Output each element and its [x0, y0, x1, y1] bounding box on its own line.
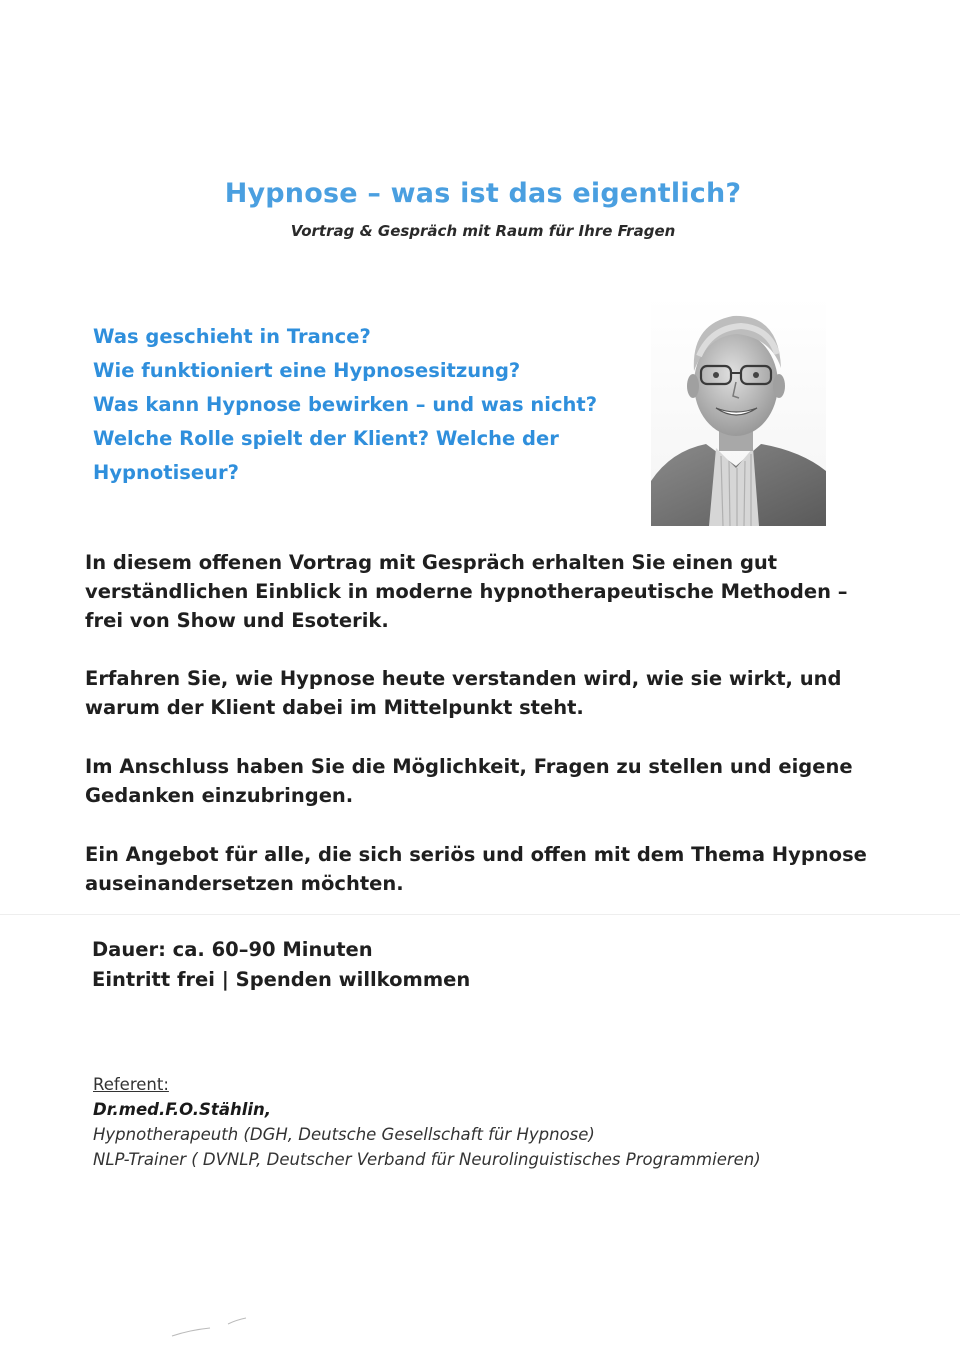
- scan-artifact: [170, 1316, 250, 1340]
- entry-text: Eintritt frei | Spenden willkommen: [92, 968, 471, 991]
- referent-credential: NLP-Trainer ( DVNLP, Deutscher Verband für Neurolinguistisches Programmieren): [93, 1150, 761, 1169]
- question-list: [93, 320, 613, 490]
- referent-name: Dr.med.F.O.Stählin,: [93, 1100, 272, 1119]
- paragraph-offer: [85, 840, 885, 898]
- paragraph-line: Gedanken einzubringen.: [85, 784, 354, 807]
- duration-text: Dauer: ca. 60–90 Minuten: [92, 938, 373, 961]
- referent-credential: Hypnotherapeuth (DGH, Deutsche Gesellschaft für Hypnose): [93, 1125, 595, 1144]
- paragraph-understanding: [85, 664, 885, 722]
- paragraph-line: verständlichen Einblick in moderne hypnotherapeutische Methoden –: [85, 580, 848, 603]
- divider: [0, 914, 960, 915]
- referent-block: [93, 1072, 761, 1172]
- paragraph-questions: [85, 752, 885, 810]
- paragraph-line: Erfahren Sie, wie Hypnose heute verstanden wird, wie sie wirkt, und: [85, 667, 842, 690]
- paragraph-line: warum der Klient dabei im Mittelpunkt steht.: [85, 696, 584, 719]
- question-item: Was geschieht in Trance?: [93, 325, 371, 348]
- paragraph-intro: [85, 548, 885, 635]
- paragraph-line: frei von Show und Esoterik.: [85, 609, 389, 632]
- paragraph-line: Im Anschluss haben Sie die Möglichkeit, Fragen zu stellen und eigene: [85, 755, 853, 778]
- question-item: Wie funktioniert eine Hypnosesitzung?: [93, 359, 521, 382]
- paragraph-line: auseinandersetzen möchten.: [85, 872, 404, 895]
- speaker-photo: [651, 296, 826, 526]
- paragraph-line: In diesem offenen Vortrag mit Gespräch erhalten Sie einen gut: [85, 551, 778, 574]
- referent-label: Referent:: [93, 1075, 169, 1094]
- question-item: Hypnotiseur?: [93, 461, 239, 484]
- paragraph-line: Ein Angebot für alle, die sich seriös und offen mit dem Thema Hypnose: [85, 843, 867, 866]
- page-subtitle: Vortrag & Gespräch mit Raum für Ihre Fragen: [290, 222, 676, 240]
- question-item: Was kann Hypnose bewirken – und was nicht?: [93, 393, 598, 416]
- event-info: [92, 935, 470, 995]
- question-item: Welche Rolle spielt der Klient? Welche der: [93, 427, 559, 450]
- page-title: Hypnose – was ist das eigentlich?: [224, 178, 742, 209]
